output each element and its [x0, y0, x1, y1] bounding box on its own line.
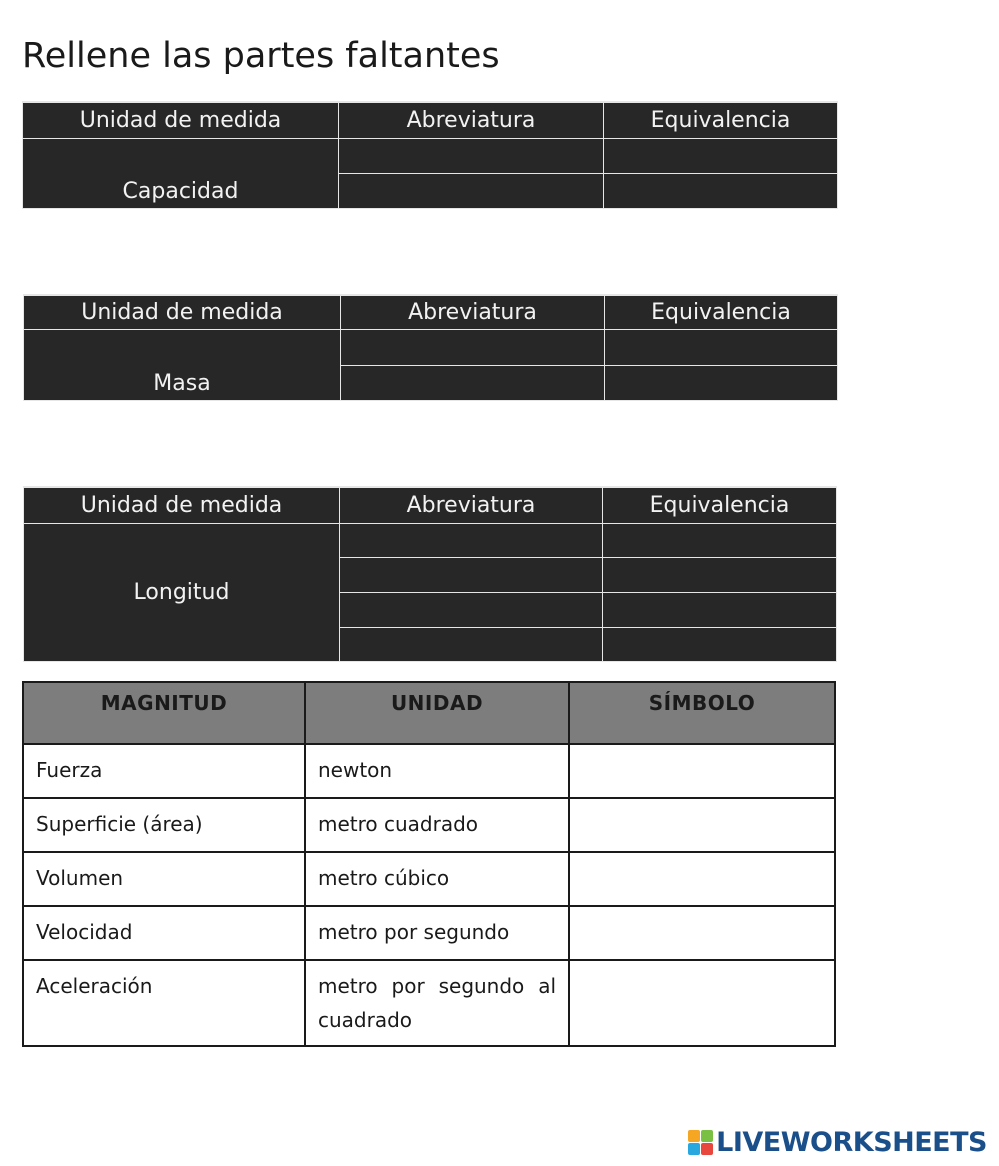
equivalencia-input-2[interactable] [605, 365, 838, 400]
magnitud-cell: Aceleración [23, 960, 305, 1046]
header-unidad: UNIDAD [305, 682, 569, 744]
equivalencia-input-1[interactable] [604, 138, 838, 173]
logo-square [688, 1130, 700, 1142]
header-equivalencia: Equivalencia [605, 295, 838, 329]
logo-text: LIVEWORKSHEETS [716, 1127, 987, 1158]
magnitud-cell: Volumen [23, 852, 305, 906]
table-header-row [23, 682, 835, 744]
table-row [23, 960, 835, 1046]
abreviatura-input-2[interactable] [341, 365, 605, 400]
header-unidad-de-medida: Unidad de medida [23, 102, 339, 138]
magnitud-table [22, 681, 836, 1047]
logo-square [688, 1143, 700, 1155]
table-row [23, 798, 835, 852]
table-row [24, 329, 838, 365]
magnitud-cell: Velocidad [23, 906, 305, 960]
logo-square [701, 1130, 713, 1142]
header-equivalencia: Equivalencia [604, 102, 838, 138]
longitud-table [23, 486, 837, 662]
equivalencia-input-1[interactable] [605, 329, 838, 365]
magnitud-cell: Superficie (área) [23, 798, 305, 852]
table-row [23, 744, 835, 798]
magnitud-cell: Fuerza [23, 744, 305, 798]
simbolo-input[interactable] [569, 960, 835, 1046]
header-unidad-de-medida: Unidad de medida [24, 487, 340, 523]
capacidad-table [22, 101, 838, 209]
table-row [23, 906, 835, 960]
abreviatura-input-1[interactable] [341, 329, 605, 365]
equivalencia-input-2[interactable] [603, 557, 837, 592]
magnitude-label-masa: Masa [24, 329, 341, 400]
abreviatura-input-2[interactable] [339, 173, 604, 208]
header-magnitud: MAGNITUD [23, 682, 305, 744]
liveworksheets-logo[interactable] [688, 1127, 987, 1158]
abreviatura-input-4[interactable] [340, 627, 603, 661]
equivalencia-input-3[interactable] [603, 592, 837, 627]
liveworksheets-grid-icon [688, 1130, 713, 1155]
magnitude-label-longitud: Longitud [24, 523, 340, 661]
header-abreviatura: Abreviatura [340, 487, 603, 523]
table-row [24, 523, 837, 557]
simbolo-input[interactable] [569, 906, 835, 960]
simbolo-input[interactable] [569, 744, 835, 798]
abreviatura-input-1[interactable] [339, 138, 604, 173]
simbolo-input[interactable] [569, 852, 835, 906]
header-equivalencia: Equivalencia [603, 487, 837, 523]
logo-square [701, 1143, 713, 1155]
header-simbolo: SÍMBOLO [569, 682, 835, 744]
unidad-cell: metro por segundo [305, 906, 569, 960]
header-abreviatura: Abreviatura [339, 102, 604, 138]
unidad-cell: newton [305, 744, 569, 798]
header-abreviatura: Abreviatura [341, 295, 605, 329]
unidad-cell: metro por segundo al cuadrado [305, 960, 569, 1046]
abreviatura-input-2[interactable] [340, 557, 603, 592]
unidad-cell: metro cúbico [305, 852, 569, 906]
table-header-row [24, 295, 838, 329]
unidad-cell: metro cuadrado [305, 798, 569, 852]
table-header-row [23, 102, 838, 138]
simbolo-input[interactable] [569, 798, 835, 852]
table-row [23, 852, 835, 906]
masa-table [23, 294, 838, 401]
abreviatura-input-1[interactable] [340, 523, 603, 557]
equivalencia-input-1[interactable] [603, 523, 837, 557]
abreviatura-input-3[interactable] [340, 592, 603, 627]
page-title: Rellene las partes faltantes [22, 36, 500, 76]
header-unidad-de-medida: Unidad de medida [24, 295, 341, 329]
table-header-row [24, 487, 837, 523]
magnitude-label-capacidad: Capacidad [23, 138, 339, 208]
equivalencia-input-2[interactable] [604, 173, 838, 208]
equivalencia-input-4[interactable] [603, 627, 837, 661]
table-row [23, 138, 838, 173]
